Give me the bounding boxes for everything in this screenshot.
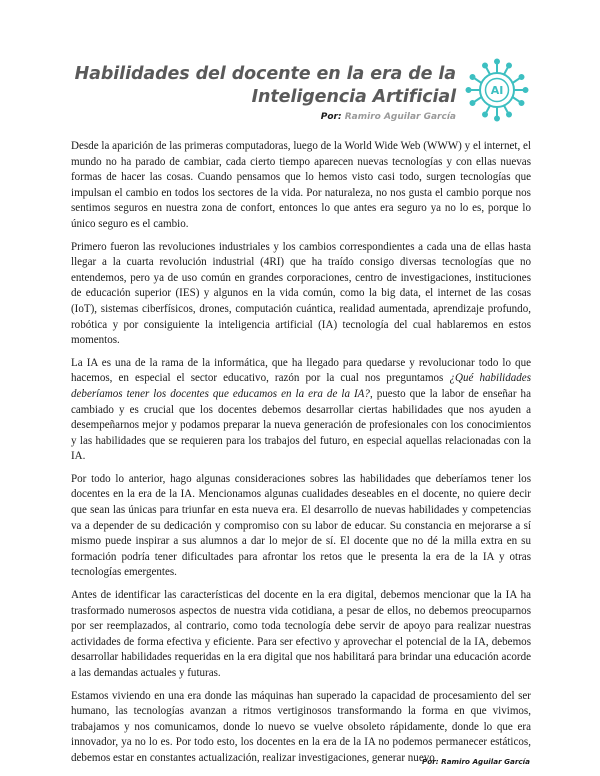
author-prefix: Por:: [320, 112, 342, 122]
page-title-line-2: Inteligencia Artificial: [251, 87, 456, 107]
author-line: [75, 112, 456, 122]
title-block: [75, 63, 456, 122]
paragraph: [71, 588, 531, 682]
paragraph: [71, 356, 531, 465]
page-title-line-1: Habilidades del docente en la era de la: [74, 64, 456, 84]
paragraph-text: Estamos viviendo en una era donde las máquinas han superado la capacidad de procesamiento del ser humano, las tecnologías avanzan a ritmos vertiginosos transformando la forma en que vivimos, trabajamos y nos comunicamos, donde lo nuevo se vuelve obsoleto rápidamente, donde lo que era innovador, ya no lo es. Por todo esto, los docentes en la era de la IA no podemos permanecer estáticos, debemos estar en constantes actualización, realizar investigaciones, generar nuevo: [71, 689, 531, 764]
paragraph-text: Desde la aparición de las primeras computadoras, luego de la World Wide Web (WWW) y el internet, el mundo no ha parado de cambiar, cada cierto tiempo aparecen nuevas tecnologías y con ellas nuevas formas de hacer las cosas. Cuando pensamos que lo hemos visto casi todo, surgen tecnologías que impulsan el cambio en todos los sectores de la vida. Por naturaleza, no nos gusta el cambio porque nos sentimos seguros en nuestra zona de confort, entonces lo que antes era seguro ya no lo es, porque lo único seguro es el cambio.: [71, 140, 531, 230]
author-name: Ramiro Aguilar García: [344, 112, 456, 122]
paragraph: [71, 240, 531, 349]
ai-brain-logo-icon: [464, 57, 530, 123]
article-body: [71, 139, 531, 774]
paragraph-text: Antes de identificar las características del docente en la era digital, debemos mencionar que la IA ha trasformado numerosos aspectos de nuestra vida cotidiana, a pesar de ellos, no debemos preocuparnos por ser reemplazados, al contrario, como toda tecnología debe servir de apoyo para realizar nuestras actividades de forma efectiva y eficiente. Para ser efectivo y aprovechar el potencial de la IA, debemos desarrollar habilidades requeridas en la era digital que nos habilitará para brindar una educación acorde a las demandas actuales y futuras.: [71, 589, 531, 679]
page-footer: Por: Ramiro Aguilar García: [422, 757, 530, 766]
paragraph-text: , puesto que la labor de enseñar ha cambiado y es crucial que los docentes debemos desarrollar ciertas habilidades que nos ayuden a desempeñarnos mejor y podamos preparar la nueva generación de profesionales con los conocimientos y las habilidades que se requieren para los trabajos del futuro, en especial aquellas relacionadas con la IA.: [71, 387, 531, 463]
logo-text: AI: [490, 84, 504, 97]
paragraph-text: Por todo lo anterior, hago algunas consideraciones sobres las habilidades que deberíamos tener los docentes en la era de la IA. Mencionamos algunas cualidades deseables en el docente, no quiere decir que sean las únicas para triunfar en esta nueva era. El desarrollo de nuevas habilidades y competencias va a depender de su dedicación y compromiso con su labor de educar. Su constancia en mejorarse a sí mismo puede inspirar a sus alumnos a dar lo mejor de sí. El docente que no dé la milla extra en su formación podría tener dificultades para afrontar los retos que le presenta la era de la IA y otras tecnologías emergentes.: [71, 472, 531, 579]
paragraph-text: La IA es una de la rama de la informática, que ha llegado para quedarse y revolucionar todo lo que hacemos, en especial el sector educativo, razón por la cual nos preguntamos: [71, 356, 531, 385]
paragraph: [71, 689, 531, 767]
paragraph: [71, 472, 531, 581]
paragraph: [71, 139, 531, 233]
italic-question: ¿Qué habilidades deberíamos tener los docentes que educamos en la era de la IA?: [71, 372, 531, 400]
paragraph-text: Primero fueron las revoluciones industriales y los cambios correspondientes a cada una de ellas hasta llegar a la cuarta revolución industrial (4RI) que ha traído consigo diversas tecnologías que no entendemos, pero ya de uso común en grandes corporaciones, centro de investigaciones, instituciones de educación superior (IES) y algunos en la vida común, como la big data, el internet de las cosas (IoT), sistemas ciberfísicos, drones, computación cuántica, realidad aumentada, aprendizaje profundo, robótica y por consiguiente la inteligencia artificial (IA) tecnología del cual hablaremos en estos momentos.: [71, 240, 531, 347]
